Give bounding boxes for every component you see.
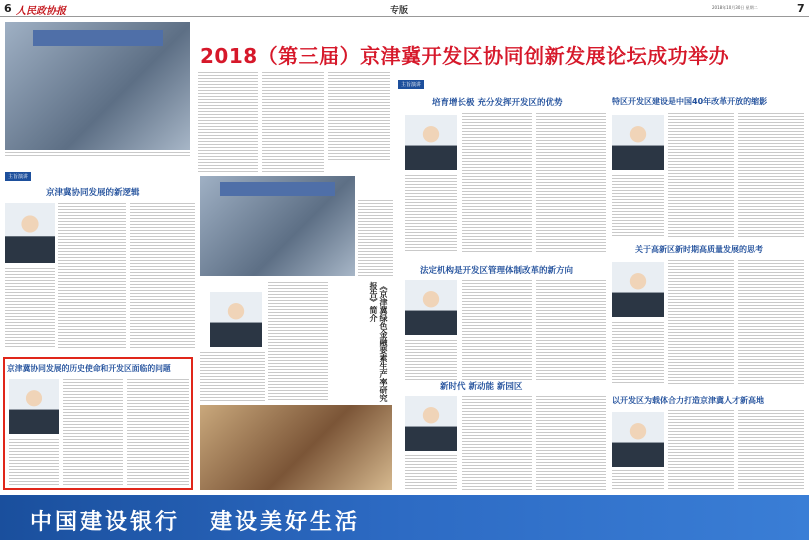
article-title-right-1: 特区开发区建设是中国40年改革开放的缩影 [612,97,768,106]
speaker-portrait-3 [210,292,262,347]
article-title-center-2: 法定机构是开发区管理体制改革的新方向 [420,266,574,276]
highlighted-text-3 [9,439,59,487]
ad-bank-name: 中国建设银行 [30,510,181,535]
article-title-left-top: 京津冀协同发展的新逻辑 [46,188,140,198]
left-text-1 [58,203,126,348]
photo-caption [5,152,190,158]
speaker-portrait-4 [405,115,457,170]
intro-text-3 [328,72,390,162]
center-text-4 [462,280,532,380]
speaker-portrait-8 [612,262,664,317]
article-title-right-2: 关于高新区新时期高质量发展的思考 [635,245,763,254]
right-text-4 [668,260,734,385]
center-text-6 [405,340,457,380]
right-text-9 [612,470,664,490]
article-title-highlighted: 京津冀协同发展的历史使命和开发区面临的问题 [7,364,171,373]
paper-name: 人民政协报 [16,6,66,17]
date-line: 2018年10月30日 星期二 [712,5,758,10]
highlighted-text-1 [63,379,123,487]
center-text-5 [536,280,606,380]
right-text-5 [738,260,804,385]
main-headline: 2018（第三届）京津冀开发区协同创新发展论坛成功举办 [200,44,730,68]
middle-text-2 [200,352,265,402]
section-name: 专版 [390,6,409,16]
center-text-9 [405,455,457,491]
ad-banner [0,495,809,540]
forum-banner [33,30,163,46]
right-text-6 [612,322,664,385]
left-text-3 [5,268,55,348]
center-text-7 [462,396,532,491]
right-text-3 [612,175,664,238]
center-text-2 [536,113,606,253]
highlighted-text-2 [127,379,189,487]
middle-text-1 [268,282,328,402]
speaker-portrait-2 [9,379,59,434]
speaker-portrait-6 [405,396,457,451]
right-text-8 [738,410,804,490]
article-title-center-3: 新时代 新动能 新园区 [440,382,523,392]
speaker-portrait-7 [612,115,664,170]
masthead [0,0,809,17]
forum-photo [5,22,190,150]
intro-text-1 [198,72,258,172]
article-title-center-1: 培育增长极 充分发挥开发区的优势 [432,98,563,108]
article-title-right-3: 以开发区为载体合力打造京津冀人才新高地 [612,396,764,405]
center-text-3 [405,175,457,253]
center-text-1 [462,113,532,253]
section-tag-left: 主旨演讲 [5,172,31,181]
left-text-2 [130,203,195,348]
speaker-portrait-5 [405,280,457,335]
page-number-left: 6 [4,2,12,15]
center-text-8 [536,396,606,491]
right-text-7 [668,410,734,490]
audience-banner [220,182,335,196]
masthead-meta [70,5,125,10]
audience-photo [200,176,355,276]
vertical-article-title: 《京津冀绿色金融要素生产率研究报告》简介 [369,282,388,402]
right-text-1 [668,113,734,238]
right-text-2 [738,113,804,238]
middle-caption [358,200,393,276]
speaker-portrait-1 [5,203,55,263]
highlighted-article [3,357,193,490]
ad-slogan: 建设美好生活 [210,510,361,535]
section-tag-right: 主旨演讲 [398,80,424,89]
speaker-portrait-9 [612,412,664,467]
intro-text-2 [262,72,324,172]
page-number-right: 7 [797,2,805,15]
ceremony-photo [200,405,392,490]
